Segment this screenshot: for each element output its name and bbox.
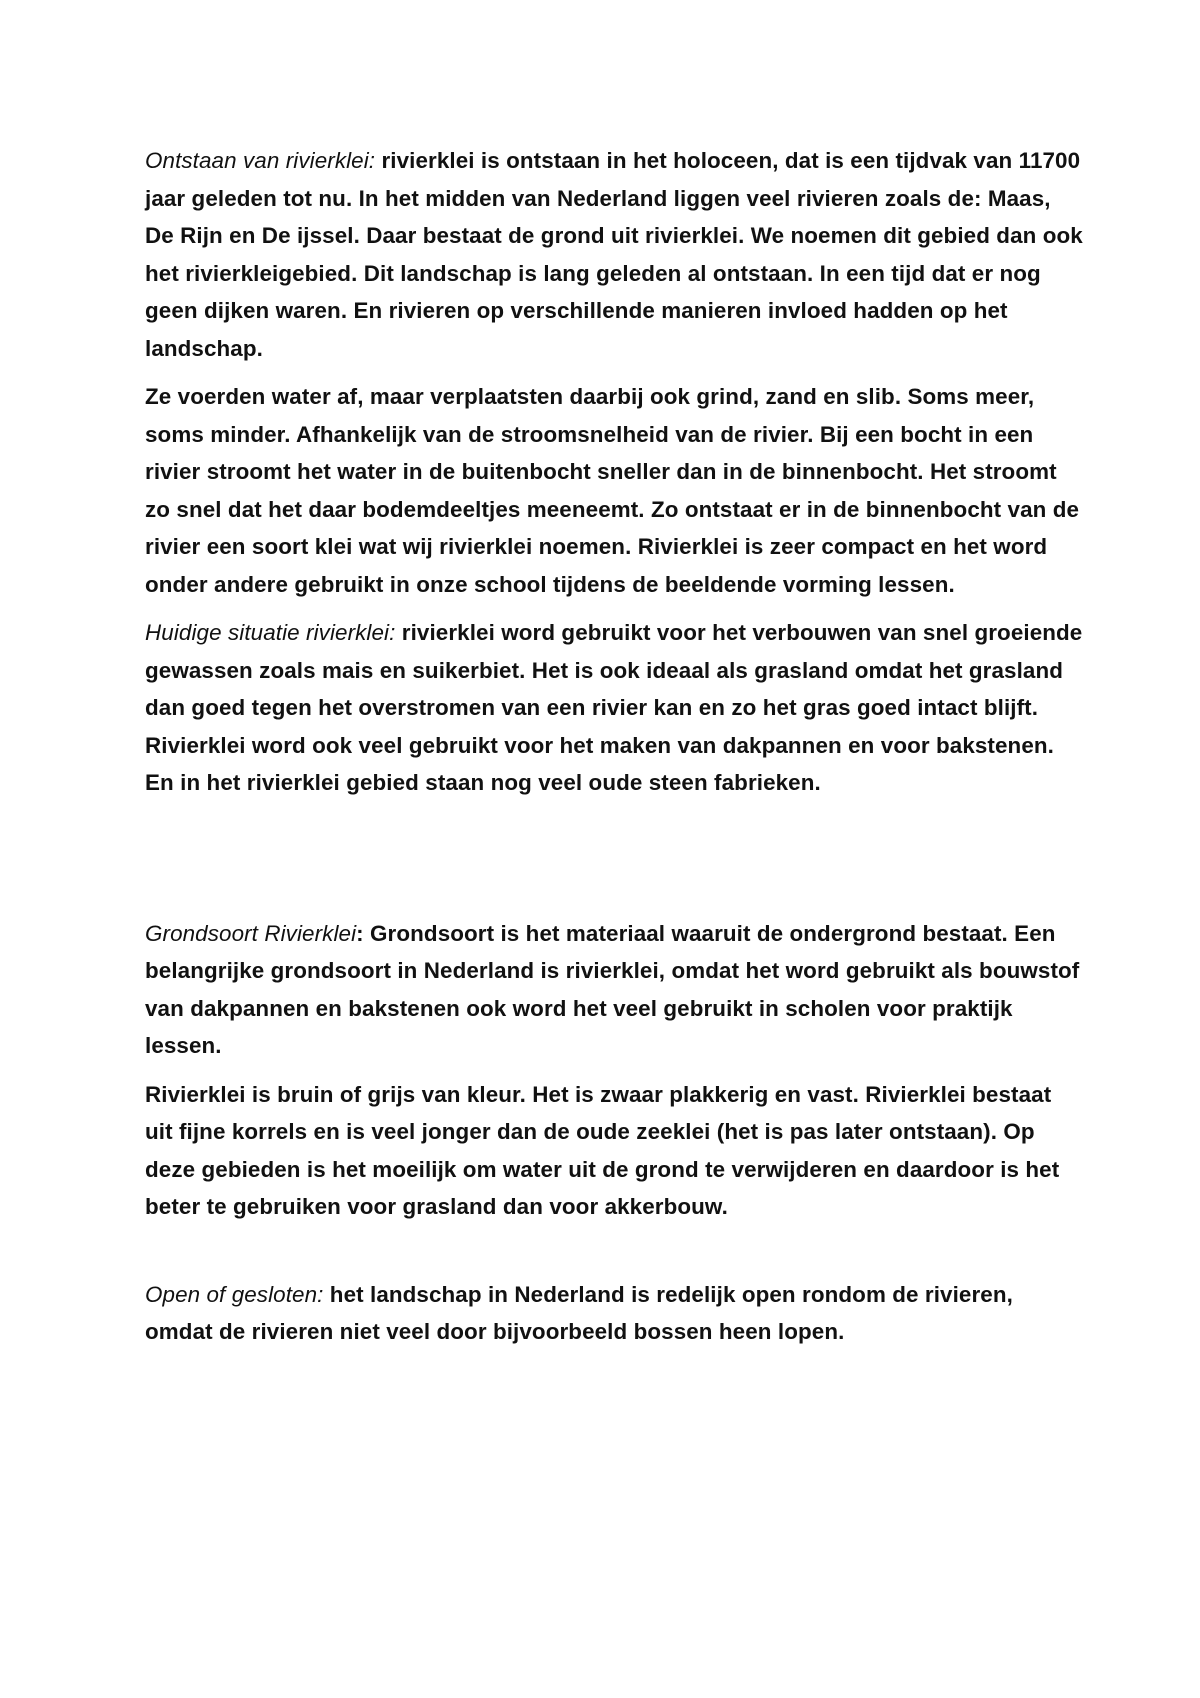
- paragraph-text: : Grondsoort is het materiaal waaruit de ondergrond bestaat. Een belangrijke grondsoort in Nederland is rivierklei, omdat het word gebruikt als bouwstof van dakpannen en bakstenen ook word het veel gebruikt in scholen voor praktijk lessen.: [145, 920, 1080, 1058]
- document-body: [145, 142, 1085, 1351]
- paragraph-origin: [145, 142, 1085, 367]
- paragraph-text: rivierklei word gebruikt voor het verbouwen van snel groeiende gewassen zoals mais en suikerbiet. Het is ook ideaal als grasland omdat het grasland dan goed tegen het overstromen van een rivier kan en zo het gras goed intact blijft. Rivierklei word ook veel gebruikt voor het maken van dakpannen en voor bakstenen. En in het rivierklei gebied staan nog veel oude steen fabrieken.: [145, 620, 1083, 795]
- paragraph-text: het landschap in Nederland is redelijk open rondom de rivieren, omdat de rivieren niet veel door bijvoorbeeld bossen heen lopen.: [145, 1281, 1013, 1344]
- paragraph-text: Ze voerden water af, maar verplaatsten daarbij ook grind, zand en slib. Soms meer, soms minder. Afhankelijk van de stroomsnelheid van de rivier. Bij een bocht in een rivier stroomt het water in de buitenbocht sneller dan in de binnenbocht. Het stroomt zo snel dat het daar bodemdeeltjes meeneemt. Zo ontstaat er in de binnenbocht van de rivier een soort klei wat wij rivierklei noemen. Rivierklei is zeer compact en het word onder andere gebruikt in onze school tijdens de beeldende vorming lessen.: [145, 384, 1080, 597]
- paragraph-current-situation: [145, 614, 1085, 802]
- paragraph-heading: Huidige situatie rivierklei:: [145, 620, 396, 645]
- paragraph-soil-properties: [145, 1076, 1085, 1226]
- paragraph-soil-type: [145, 915, 1085, 1065]
- paragraph-text: Rivierklei is bruin of grijs van kleur. Het is zwaar plakkerig en vast. Rivierklei bestaat uit fijne korrels en is veel jonger dan de oude zeeklei (het is pas later ontstaan). Op deze gebieden is het moeilijk om water uit de grond te verwijderen en daardoor is het beter te gebruiken voor grasland dan voor akkerbouw.: [145, 1081, 1060, 1219]
- paragraph-heading: Grondsoort Rivierklei: [145, 920, 357, 946]
- paragraph-river-transport: [145, 378, 1085, 603]
- paragraph-heading: Ontstaan van rivierklei:: [145, 148, 376, 173]
- paragraph-heading: Open of gesloten:: [145, 1281, 324, 1307]
- paragraph-text: rivierklei is ontstaan in het holoceen, dat is een tijdvak van 11700 jaar geleden tot nu. In het midden van Nederland liggen veel rivieren zoals de: Maas, De Rijn en De ijssel. Daar bestaat de grond uit rivierklei. We noemen dit gebied dan ook het rivierkleigebied. Dit landschap is lang geleden al ontstaan. In een tijd dat er nog geen dijken waren. En rivieren op verschillende manieren invloed hadden op het landschap.: [145, 148, 1083, 361]
- paragraph-open-or-closed: [145, 1276, 1085, 1351]
